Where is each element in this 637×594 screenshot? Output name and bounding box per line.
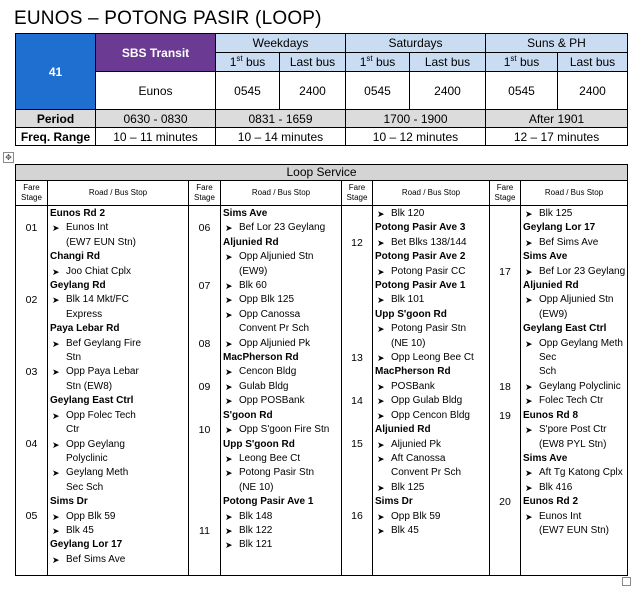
bus-stop-label: Potong Pasir Stn xyxy=(391,323,467,335)
bus-stop xyxy=(375,236,489,250)
arrow-bullet-icon: ➤ xyxy=(377,439,385,450)
bus-stop-continuation: (EW8 PYL Stn) xyxy=(539,438,607,450)
bus-stop-label: Aft Tg Katong Cplx xyxy=(539,467,623,479)
bus-stop xyxy=(223,279,341,293)
bus-stop xyxy=(223,365,341,379)
weekdays-header: Weekdays xyxy=(216,34,346,53)
bus-stop xyxy=(523,380,627,394)
road-name: S'goon Rd xyxy=(223,409,273,421)
bus-stop xyxy=(50,409,188,423)
bus-stop-label: Opp Blk 125 xyxy=(239,294,295,306)
table-resize-handle[interactable] xyxy=(622,577,631,586)
period-label: Period xyxy=(16,110,96,128)
bus-stop-continuation: Ctr xyxy=(66,424,80,436)
arrow-bullet-icon: ➤ xyxy=(377,453,385,464)
arrow-bullet-icon: ➤ xyxy=(52,266,60,277)
bus-stop xyxy=(50,553,188,567)
freq-cell: 10 – 12 minutes xyxy=(346,128,486,146)
freq-cell: 10 – 14 minutes xyxy=(216,128,346,146)
bus-stop-continuation: Sch xyxy=(539,366,557,378)
bus-stop-label: Blk 122 xyxy=(239,524,273,536)
bus-stop-label: Potong Pasir CC xyxy=(391,265,466,277)
road-name: Eunos Rd 2 xyxy=(523,496,579,508)
period-cell: 1700 - 1900 xyxy=(346,110,486,128)
time-cell: 2400 xyxy=(558,72,628,110)
bus-stop-label: Blk 125 xyxy=(391,481,425,493)
arrow-bullet-icon: ➤ xyxy=(52,468,60,479)
freq-cell: 10 – 11 minutes xyxy=(96,128,216,146)
bus-stop-label: Bef Geylang Fire xyxy=(66,337,142,349)
road-name: Sims Dr xyxy=(50,496,88,508)
last-bus-label: Last bus xyxy=(558,53,628,72)
arrow-bullet-icon: ➤ xyxy=(525,209,533,219)
bus-stop-label: Blk 148 xyxy=(239,510,273,522)
fare-stage-number: 10 xyxy=(198,424,211,436)
arrow-bullet-icon: ➤ xyxy=(525,468,533,479)
arrow-bullet-icon: ➤ xyxy=(377,381,385,392)
bus-stop-label: S'pore Post Ctr xyxy=(539,424,607,436)
time-cell: 0545 xyxy=(346,72,410,110)
arrow-bullet-icon: ➤ xyxy=(377,209,385,219)
road-name: Sims Ave xyxy=(523,251,568,263)
fare-stage-number: 15 xyxy=(351,438,363,451)
bus-stop xyxy=(523,337,627,366)
time-cell: 2400 xyxy=(280,72,346,110)
arrow-bullet-icon: ➤ xyxy=(377,266,385,277)
bus-stop xyxy=(375,510,489,524)
bus-stop-label: Opp Leong Bee Ct xyxy=(391,352,474,364)
fare-stage-column xyxy=(189,206,221,576)
bus-stop-label: Bef Sims Ave xyxy=(66,553,126,565)
bus-stop xyxy=(50,293,188,307)
bus-stop-label: Opp Aljunied Stn xyxy=(539,294,614,306)
sundays-header: Suns & PH xyxy=(486,34,628,53)
arrow-bullet-icon: ➤ xyxy=(525,381,533,392)
fare-stage-column xyxy=(490,206,521,576)
arrow-bullet-icon: ➤ xyxy=(52,338,60,349)
arrow-bullet-icon: ➤ xyxy=(377,511,385,522)
bus-stop xyxy=(50,510,188,524)
bus-stop-label: Blk 125 xyxy=(539,208,573,219)
arrow-bullet-icon: ➤ xyxy=(225,511,233,522)
bus-stop-label: Blk 101 xyxy=(391,294,425,306)
bus-stop xyxy=(50,466,188,480)
arrow-bullet-icon: ➤ xyxy=(525,396,533,407)
arrow-bullet-icon: ➤ xyxy=(225,425,233,436)
arrow-bullet-icon: ➤ xyxy=(377,482,385,493)
bus-stop-label: Opp Paya Lebar xyxy=(66,366,139,378)
fare-stage-header: Fare Stage xyxy=(16,181,48,206)
fare-stage-number: 04 xyxy=(25,438,38,451)
time-cell: 0545 xyxy=(216,72,280,110)
saturdays-header: Saturdays xyxy=(346,34,486,53)
arrow-bullet-icon: ➤ xyxy=(377,237,385,248)
road-name: Geylang Rd xyxy=(50,280,106,292)
road-name: Eunos Rd 2 xyxy=(50,208,106,219)
fare-stage-header: Fare Stage xyxy=(490,181,521,206)
bus-stop-continuation: (EW7 EUN Stn) xyxy=(539,524,610,536)
bus-stop xyxy=(523,481,627,495)
road-name: Upp S'goon Rd xyxy=(223,438,295,450)
fare-stage-number: 01 xyxy=(25,222,38,235)
last-bus-label: Last bus xyxy=(410,53,486,72)
road-name: Sims Ave xyxy=(523,452,568,464)
bus-stop xyxy=(523,394,627,408)
arrow-bullet-icon: ➤ xyxy=(525,482,533,493)
arrow-bullet-icon: ➤ xyxy=(225,540,233,551)
bus-stop-label: Opp Folec Tech xyxy=(66,409,136,421)
arrow-bullet-icon: ➤ xyxy=(225,309,233,320)
arrow-bullet-icon: ➤ xyxy=(52,295,60,306)
bus-stop xyxy=(375,322,489,336)
bus-stop-label: Opp Gulab Bldg xyxy=(391,395,463,407)
bus-stop-label: Opp Geylang xyxy=(66,438,125,450)
bus-stop-label: Blk 14 Mkt/FC xyxy=(66,294,129,306)
road-name: Potong Pasir Ave 3 xyxy=(375,222,466,234)
bus-stop xyxy=(375,265,489,279)
bus-stop xyxy=(50,265,188,279)
bus-stop xyxy=(375,481,489,495)
bus-stop xyxy=(50,438,188,452)
bus-stop-continuation: Stn xyxy=(66,352,82,364)
bus-stop xyxy=(223,250,341,264)
arrow-bullet-icon: ➤ xyxy=(525,295,533,306)
bus-stop xyxy=(523,466,627,480)
bus-stop xyxy=(223,452,341,466)
bus-stop-continuation: Polyclinic xyxy=(66,452,108,464)
road-name: Sims Ave xyxy=(223,208,268,219)
bus-stop-label: Joo Chiat Cplx xyxy=(66,265,132,277)
arrow-bullet-icon: ➤ xyxy=(225,223,233,234)
bus-stop-label: Folec Tech Ctr xyxy=(539,395,604,407)
arrow-bullet-icon: ➤ xyxy=(225,468,233,479)
bus-stop-label: Bet Blks 138/144 xyxy=(391,236,467,248)
period-cell: 0630 - 0830 xyxy=(96,110,216,128)
bus-stop-label: POSBank xyxy=(391,380,435,392)
fare-stage-number: 17 xyxy=(499,265,511,278)
operator-name: SBS Transit xyxy=(96,34,216,72)
stops-column xyxy=(48,206,189,576)
bus-stop-label: Opp Aljunied Pk xyxy=(239,337,311,349)
bus-stop-label: Bef Sims Ave xyxy=(539,236,599,248)
fare-stage-number: 07 xyxy=(198,280,211,292)
road-name: Aljunied Rd xyxy=(375,424,431,436)
time-cell: 2400 xyxy=(410,72,486,110)
fare-stage-number: 13 xyxy=(351,352,363,364)
bus-stop xyxy=(523,265,627,279)
arrow-bullet-icon: ➤ xyxy=(377,324,385,335)
bus-stop-label: Blk 45 xyxy=(391,524,419,536)
period-cell: After 1901 xyxy=(486,110,628,128)
road-name: Potong Pasir Ave 2 xyxy=(375,251,466,263)
road-name: Sims Dr xyxy=(375,496,413,508)
first-bus-label: 1st bus xyxy=(216,53,280,72)
fare-stage-number: 19 xyxy=(499,409,511,422)
arrow-bullet-icon: ➤ xyxy=(225,525,233,536)
loop-service-table xyxy=(15,164,628,576)
arrow-bullet-icon: ➤ xyxy=(52,367,60,378)
freq-label: Freq. Range xyxy=(16,128,96,146)
route-number: 41 xyxy=(16,34,96,110)
stops-column xyxy=(521,206,628,576)
road-name: Geylang Lor 17 xyxy=(50,539,123,551)
fare-stage-number: 12 xyxy=(351,236,363,249)
arrow-bullet-icon: ➤ xyxy=(52,223,60,234)
bus-stop xyxy=(523,293,627,307)
road-name: Potong Pasir Ave 1 xyxy=(223,496,314,508)
bus-stop-label: Opp Blk 59 xyxy=(391,510,441,522)
bus-stop xyxy=(50,221,188,235)
arrow-bullet-icon: ➤ xyxy=(225,252,233,263)
fare-stage-number: 02 xyxy=(25,294,38,307)
bus-stop-label: Cencon Bldg xyxy=(239,366,297,378)
road-name: MacPherson Rd xyxy=(375,366,451,378)
bus-stop xyxy=(223,380,341,394)
fare-stage-number: 14 xyxy=(351,395,363,408)
bus-stop-label: Potong Pasir Stn xyxy=(239,467,315,479)
fare-stage-header: Fare Stage xyxy=(342,181,373,206)
stops-column xyxy=(221,206,342,576)
road-name: MacPherson Rd xyxy=(223,352,299,364)
road-name: Changi Rd xyxy=(50,251,100,263)
bus-stop-label: Blk 120 xyxy=(391,208,425,219)
bus-stop-continuation: (EW9) xyxy=(239,265,268,277)
bus-stop xyxy=(375,351,489,365)
road-bus-stop-header: Road / Bus Stop xyxy=(48,181,189,206)
bus-stop xyxy=(375,438,489,452)
fare-stage-column xyxy=(16,206,48,576)
arrow-bullet-icon: ➤ xyxy=(377,410,385,421)
road-name: Geylang Lor 17 xyxy=(523,222,596,234)
bus-stop xyxy=(223,510,341,524)
bus-stop-continuation: Stn (EW8) xyxy=(66,380,113,392)
bus-stop xyxy=(523,510,627,524)
road-bus-stop-header: Road / Bus Stop xyxy=(373,181,490,206)
bus-stop-label: Bef Lor 23 Geylang xyxy=(239,222,326,234)
road-name: Upp S'goon Rd xyxy=(375,308,447,320)
bus-stop xyxy=(223,337,341,351)
bus-stop xyxy=(375,207,489,221)
fare-stage-number: 20 xyxy=(499,496,511,508)
road-name: Potong Pasir Ave 1 xyxy=(375,280,466,292)
arrow-bullet-icon: ➤ xyxy=(225,396,233,407)
road-name: Geylang East Ctrl xyxy=(50,395,134,407)
arrow-bullet-icon: ➤ xyxy=(525,237,533,248)
bus-stop-label: Blk 416 xyxy=(539,481,573,493)
arrow-bullet-icon: ➤ xyxy=(225,338,233,349)
bus-stop xyxy=(523,236,627,250)
bus-stop-label: Opp POSBank xyxy=(239,395,305,407)
arrow-bullet-icon: ➤ xyxy=(525,338,533,349)
bus-stop xyxy=(223,293,341,307)
bus-stop xyxy=(523,207,627,221)
bus-stop xyxy=(223,524,341,538)
bus-stop-continuation: (NE 10) xyxy=(391,337,426,349)
bus-stop-continuation: Express xyxy=(66,308,103,320)
bus-stop-label: Leong Bee Ct xyxy=(239,452,301,464)
fare-stage-number: 18 xyxy=(499,380,511,393)
arrow-bullet-icon: ➤ xyxy=(52,410,60,421)
bus-stop xyxy=(223,466,341,480)
table-move-handle-icon[interactable]: ✥ xyxy=(3,152,14,163)
bus-stop xyxy=(50,365,188,379)
first-bus-label: 1st bus xyxy=(346,53,410,72)
bus-stop xyxy=(375,380,489,394)
bus-stop-label: Eunos Int xyxy=(66,222,109,234)
bus-stop-continuation: Convent Pr Sch xyxy=(239,323,310,335)
bus-stop-label: Blk 60 xyxy=(239,280,267,292)
bus-stop xyxy=(223,423,341,437)
bus-stop-label: Opp S'goon Fire Stn xyxy=(239,424,330,436)
road-name: Aljunied Rd xyxy=(223,236,279,248)
road-name: Geylang East Ctrl xyxy=(523,323,607,335)
bus-stop xyxy=(223,221,341,235)
bus-stop-label: Gulab Bldg xyxy=(239,380,289,392)
bus-stop-label: Aft Canossa xyxy=(391,452,446,464)
bus-stop-continuation: (NE 10) xyxy=(239,481,274,493)
arrow-bullet-icon: ➤ xyxy=(525,425,533,436)
fare-stage-header: Fare Stage xyxy=(189,181,221,206)
page-title: EUNOS – POTONG PASIR (LOOP) xyxy=(14,8,322,29)
terminal-name: Eunos xyxy=(96,72,216,110)
bus-stop xyxy=(375,394,489,408)
bus-stop xyxy=(50,524,188,538)
arrow-bullet-icon: ➤ xyxy=(225,295,233,306)
bus-stop-label: Opp Cencon Bldg xyxy=(391,409,470,421)
bus-stop-label: Aljunied Pk xyxy=(391,438,442,450)
road-name: Aljunied Rd xyxy=(523,280,579,292)
bus-stop-label: Blk 45 xyxy=(66,524,94,536)
bus-stop-label: Opp Aljunied Stn xyxy=(239,251,314,263)
arrow-bullet-icon: ➤ xyxy=(225,453,233,464)
arrow-bullet-icon: ➤ xyxy=(225,367,233,378)
bus-stop-label: Eunos Int xyxy=(539,510,582,522)
bus-stop-label: Opp Geylang Meth Sec xyxy=(539,337,623,364)
fare-stage-number: 06 xyxy=(198,222,211,235)
road-name: Paya Lebar Rd xyxy=(50,323,120,335)
bus-stop-label: Opp Canossa xyxy=(239,308,301,320)
bus-stop-continuation: (EW9) xyxy=(539,308,568,320)
bus-stop-continuation: Convent Pr Sch xyxy=(391,467,462,479)
fare-stage-number: 05 xyxy=(25,510,38,523)
bus-stop-label: Geylang Meth xyxy=(66,467,129,479)
bus-stop-label: Blk 121 xyxy=(239,539,273,551)
bus-stop xyxy=(375,409,489,423)
bus-stop xyxy=(375,452,489,466)
freq-cell: 12 – 17 minutes xyxy=(486,128,628,146)
fare-stage-number: 16 xyxy=(351,510,363,523)
loop-service-title: Loop Service xyxy=(16,165,628,181)
bus-stop-continuation: (EW7 EUN Stn) xyxy=(66,236,137,248)
fare-stage-number: 03 xyxy=(25,366,38,379)
bus-stop xyxy=(223,308,341,322)
bus-stop xyxy=(223,394,341,408)
route-info-table xyxy=(15,33,628,146)
period-cell: 0831 - 1659 xyxy=(216,110,346,128)
arrow-bullet-icon: ➤ xyxy=(225,381,233,392)
bus-stop-label: Bef Lor 23 Geylang xyxy=(539,265,626,277)
arrow-bullet-icon: ➤ xyxy=(52,511,60,522)
arrow-bullet-icon: ➤ xyxy=(525,266,533,277)
arrow-bullet-icon: ➤ xyxy=(377,396,385,407)
arrow-bullet-icon: ➤ xyxy=(52,439,60,450)
arrow-bullet-icon: ➤ xyxy=(377,353,385,364)
arrow-bullet-icon: ➤ xyxy=(377,525,385,536)
bus-stop-continuation: Sec Sch xyxy=(66,481,104,493)
road-bus-stop-header: Road / Bus Stop xyxy=(521,181,628,206)
arrow-bullet-icon: ➤ xyxy=(52,525,60,536)
fare-stage-number: 08 xyxy=(198,337,211,350)
bus-stop-label: Geylang Polyclinic xyxy=(539,380,621,392)
fare-stage-column xyxy=(342,206,373,576)
bus-stop xyxy=(523,423,627,437)
bus-stop xyxy=(50,337,188,351)
bus-stop xyxy=(375,293,489,307)
bus-stop xyxy=(375,524,489,538)
stops-column xyxy=(373,206,490,576)
arrow-bullet-icon: ➤ xyxy=(52,554,60,565)
fare-stage-number: 11 xyxy=(199,524,210,537)
time-cell: 0545 xyxy=(486,72,558,110)
arrow-bullet-icon: ➤ xyxy=(525,511,533,522)
bus-stop-label: Opp Blk 59 xyxy=(66,510,116,522)
last-bus-label: Last bus xyxy=(280,53,346,72)
arrow-bullet-icon: ➤ xyxy=(225,281,233,292)
first-bus-label: 1st bus xyxy=(486,53,558,72)
road-bus-stop-header: Road / Bus Stop xyxy=(221,181,342,206)
arrow-bullet-icon: ➤ xyxy=(377,295,385,306)
bus-stop xyxy=(223,538,341,552)
road-name: Eunos Rd 8 xyxy=(523,409,579,421)
fare-stage-number: 09 xyxy=(198,380,211,393)
